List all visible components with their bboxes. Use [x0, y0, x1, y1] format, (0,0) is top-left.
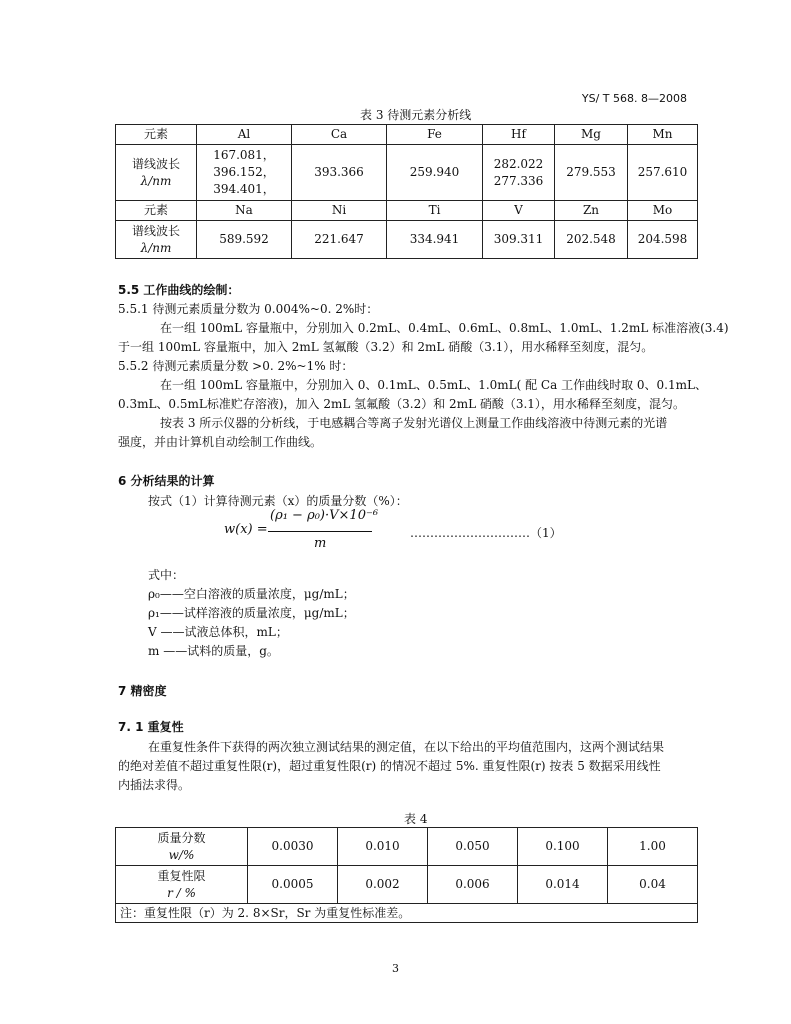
table-cell: 1.00	[608, 828, 698, 866]
section-7-title: 7 精密度	[118, 684, 167, 698]
row-unit: λ/nm	[140, 240, 172, 255]
paragraph: 在一组 100mL 容量瓶中，分别加入 0.2mL、0.4mL、0.6mL、0.8mL、1.0mL、1.2mL 标准溶液(3.4)	[160, 321, 729, 335]
definition: m ——试料的质量，g。	[148, 644, 279, 658]
where-label: 式中：	[148, 568, 185, 582]
definition: V ——试液总体积，mL；	[148, 625, 288, 639]
table-row	[116, 866, 698, 904]
row-label: 谱线波长	[131, 223, 180, 238]
table-row	[116, 904, 698, 923]
table-cell: 0.0005	[248, 866, 338, 904]
table-cell: 259.940	[387, 145, 483, 201]
paragraph: 在重复性条件下获得的两次独立测试结果的测定值，在以下给出的平均值范围内，这两个测试结果	[148, 740, 665, 754]
table-cell	[483, 145, 555, 201]
table-cell: 589.592	[197, 221, 292, 259]
table4-caption: 表 4	[404, 812, 428, 826]
table4	[115, 827, 698, 923]
formula-tag: …………………………（1）	[410, 526, 562, 540]
table-note: 注：重复性限（r）为 2. 8×Sr，Sr 为重复性标准差。	[116, 904, 698, 923]
paragraph: 0.3mL、0.5mL标准贮存溶液)，加入 2mL 氢氟酸（3.2）和 2mL 硝酸（3.1），用水稀释至刻度，混匀。	[118, 397, 685, 411]
formula-denominator: m	[314, 536, 327, 551]
table-row	[116, 828, 698, 866]
table-cell: Mg	[555, 125, 628, 145]
table-cell: 0.100	[518, 828, 608, 866]
cell-line: 394.401，	[213, 182, 275, 196]
table-cell: 0.006	[428, 866, 518, 904]
section-6-title: 6 分析结果的计算	[118, 474, 215, 488]
table-cell	[116, 145, 197, 201]
table-cell: 204.598	[628, 221, 698, 259]
cell-line: 167.081，	[213, 148, 275, 162]
table-cell: Al	[197, 125, 292, 145]
row-label: 重复性限	[157, 868, 206, 883]
section-5-5-1: 5.5.1 待测元素质量分数为 0.004%~0. 2%时：	[118, 302, 379, 316]
table3-caption: 表 3 待测元素分析线	[360, 108, 472, 122]
table-cell: Mo	[628, 201, 698, 221]
standard-number: YS/ T 568. 8—2008	[581, 92, 687, 105]
table-row	[116, 221, 698, 259]
table-cell: Mn	[628, 125, 698, 145]
table-cell: Ca	[292, 125, 387, 145]
paragraph: 按表 3 所示仪器的分析线，于电感耦合等离子发射光谱仪上测量工作曲线溶液中待测元素的光谱	[160, 416, 668, 430]
table-cell: Fe	[387, 125, 483, 145]
table-cell: 393.366	[292, 145, 387, 201]
table-cell: 257.610	[628, 145, 698, 201]
cell-line: 396.152，	[213, 165, 275, 179]
table-row	[116, 201, 698, 221]
formula-lhs: w(x) =	[224, 522, 268, 537]
table-row	[116, 145, 698, 201]
page-number: 3	[392, 962, 399, 975]
paragraph: 强度，并由计算机自动绘制工作曲线。	[118, 435, 323, 449]
table-cell: 元素	[116, 125, 197, 145]
definition: ρ₀——空白溶液的质量浓度，μg/mL；	[148, 587, 355, 601]
table-cell: 309.311	[483, 221, 555, 259]
section-5-5-2: 5.5.2 待测元素质量分数 >0. 2%~1% 时：	[118, 359, 354, 373]
row-label: 谱线波长	[131, 156, 180, 171]
table-cell: 202.548	[555, 221, 628, 259]
table-cell	[197, 145, 292, 201]
table-cell: 0.002	[338, 866, 428, 904]
formula-numerator: (ρ₁ − ρ₀)·V×10⁻⁶	[270, 508, 379, 523]
table-row	[116, 125, 698, 145]
table-cell: 0.0030	[248, 828, 338, 866]
table-cell: 334.941	[387, 221, 483, 259]
cell-line: 282.022	[493, 156, 544, 171]
paragraph: 于一组 100mL 容量瓶中，加入 2mL 氢氟酸（3.2）和 2mL 硝酸（3.1），用水稀释至刻度，混匀。	[118, 340, 654, 354]
table-cell: Hf	[483, 125, 555, 145]
table-cell: 279.553	[555, 145, 628, 201]
table-cell: V	[483, 201, 555, 221]
definition: ρ₁——试样溶液的质量浓度，μg/mL；	[148, 606, 355, 620]
table-cell	[116, 828, 248, 866]
paragraph: 在一组 100mL 容量瓶中，分别加入 0、0.1mL、0.5mL、1.0mL( 配 Ca 工作曲线时取 0、0.1mL、	[160, 378, 707, 392]
row-label: 质量分数	[157, 830, 206, 845]
table-cell	[116, 866, 248, 904]
row-unit: w/%	[168, 847, 195, 862]
table-cell: 0.04	[608, 866, 698, 904]
cell-line: 277.336	[493, 173, 544, 188]
table-cell: Ti	[387, 201, 483, 221]
row-unit: λ/nm	[140, 173, 172, 188]
table-cell: Zn	[555, 201, 628, 221]
table-cell: 元素	[116, 201, 197, 221]
table-cell: 0.050	[428, 828, 518, 866]
section-7-1-title: 7. 1 重复性	[118, 720, 184, 734]
fraction-bar	[268, 531, 372, 532]
table-cell: 0.014	[518, 866, 608, 904]
section-5-5-title: 5.5 工作曲线的绘制：	[118, 283, 240, 297]
table-cell: 221.647	[292, 221, 387, 259]
table-cell: Ni	[292, 201, 387, 221]
table-cell: Na	[197, 201, 292, 221]
formula-intro: 按式（1）计算待测元素（x）的质量分数（%）：	[148, 494, 408, 508]
table-cell	[116, 221, 197, 259]
table3	[115, 124, 698, 259]
paragraph: 的绝对差值不超过重复性限(r)，超过重复性限(r) 的情况不超过 5%. 重复性限(r) 按表 5 数据采用线性	[118, 759, 661, 773]
row-unit: r / %	[167, 885, 196, 900]
paragraph: 内插法求得。	[118, 778, 191, 792]
table-cell: 0.010	[338, 828, 428, 866]
